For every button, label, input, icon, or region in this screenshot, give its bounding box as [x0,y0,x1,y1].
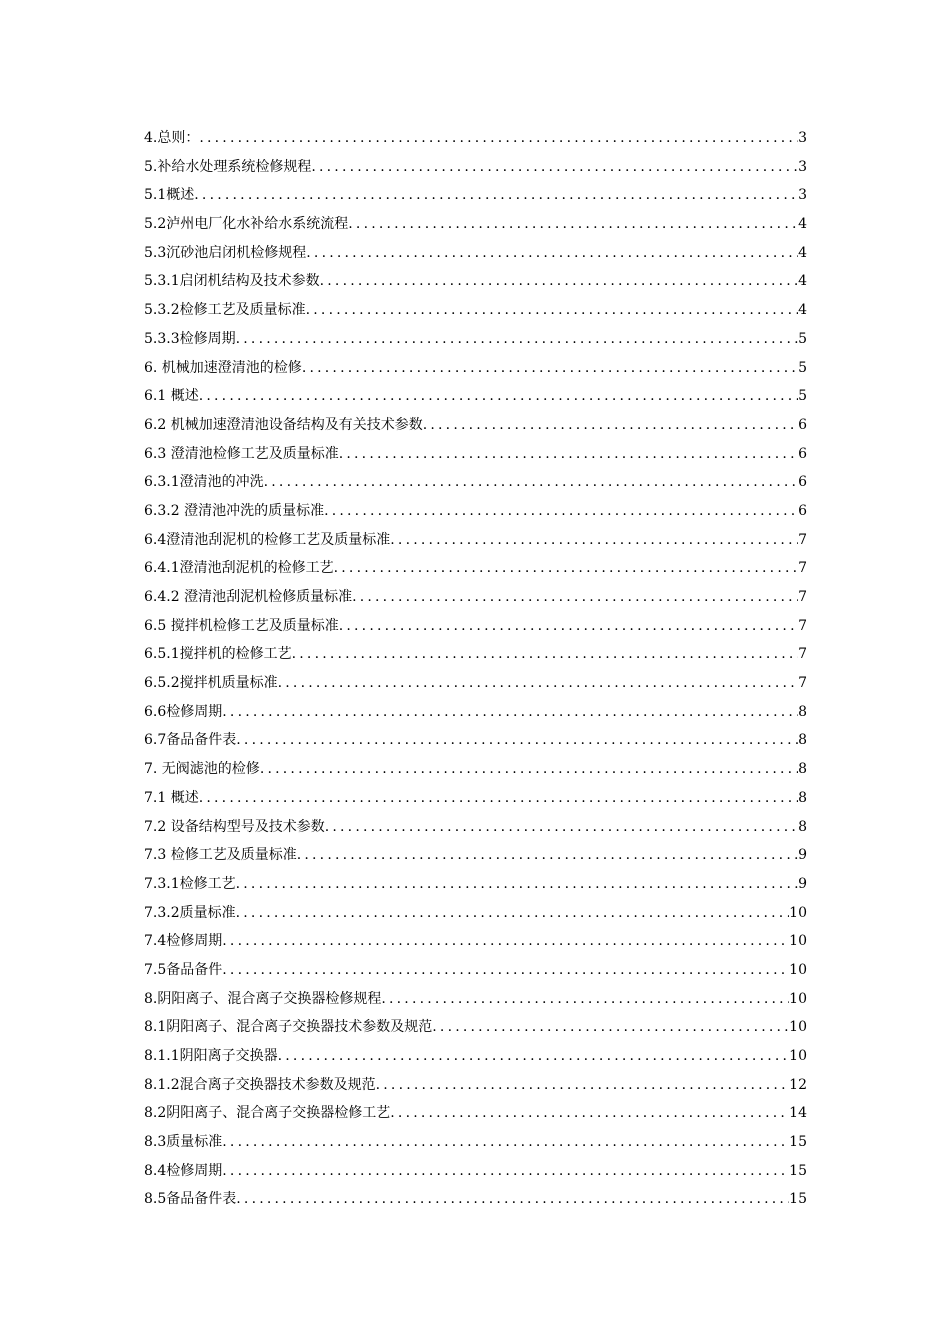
toc-entry[interactable] [144,411,807,440]
toc-entry[interactable] [144,124,807,153]
toc-entry-page-number: 15 [789,1191,807,1208]
toc-entry[interactable] [144,927,807,956]
toc-entry-page-number: 8 [798,732,807,749]
toc-entry-page-number: 6 [798,416,807,433]
toc-leader-dots [222,1128,789,1157]
toc-entry-title: 8.3质量标准 [144,1134,223,1151]
toc-entry[interactable] [144,755,807,784]
toc-entry-page-number: 9 [798,875,807,892]
toc-entry-title: 8.5备品备件表 [144,1191,237,1208]
toc-leader-dots [278,669,798,698]
toc-entry-page-number: 9 [798,847,807,864]
toc-entry-title: 6.2 机械加速澄清池设备结构及有关技术参数 [144,416,423,433]
toc-entry[interactable] [144,956,807,985]
toc-leader-dots [236,1185,789,1214]
toc-entry-title: 7.2 设备结构型号及技术参数 [144,818,325,835]
toc-entry-page-number: 8 [798,761,807,778]
toc-leader-dots [236,726,798,755]
toc-entry[interactable] [144,841,807,870]
toc-entry-title: 8.阴阳离子、混合离子交换器检修规程 [144,990,382,1007]
toc-entry-page-number: 10 [789,961,807,978]
toc-entry-title: 5.3.3检修周期 [144,330,236,347]
toc-entry-title: 7. 无阀滤池的检修 [144,761,260,778]
toc-entry-page-number: 4 [798,216,807,233]
toc-entry[interactable] [144,325,807,354]
toc-entry[interactable] [144,296,807,325]
toc-leader-dots [222,956,789,985]
toc-entry[interactable] [144,583,807,612]
toc-entry-page-number: 10 [789,933,807,950]
toc-entry-title: 7.1 概述 [144,789,199,806]
toc-leader-dots [306,296,798,325]
toc-leader-dots [381,985,789,1014]
toc-leader-dots [236,899,790,928]
toc-entry[interactable] [144,526,807,555]
toc-leader-dots [264,468,798,497]
toc-entry[interactable] [144,181,807,210]
toc-leader-dots [199,382,798,411]
toc-entry-page-number: 6 [798,502,807,519]
toc-entry-page-number: 7 [798,646,807,663]
toc-entry[interactable] [144,1128,807,1157]
toc-entry-page-number: 8 [798,789,807,806]
toc-entry[interactable] [144,899,807,928]
toc-entry-page-number: 15 [789,1134,807,1151]
toc-leader-dots [278,1042,790,1071]
toc-entry-title: 6.1 概述 [144,388,199,405]
toc-entry-title: 5.3沉砂池启闭机检修规程 [144,244,307,261]
toc-entry[interactable] [144,554,807,583]
toc-entry-page-number: 10 [789,990,807,1007]
toc-leader-dots [324,497,798,526]
toc-entry-title: 6.5.1搅拌机的检修工艺 [144,646,292,663]
toc-entry[interactable] [144,153,807,182]
toc-leader-dots [325,813,798,842]
toc-entry-title: 6.5 搅拌机检修工艺及质量标准 [144,617,339,634]
toc-entry[interactable] [144,669,807,698]
toc-leader-dots [236,325,798,354]
toc-entry-title: 6.4.1澄清池刮泥机的检修工艺 [144,560,334,577]
toc-entry[interactable] [144,497,807,526]
toc-leader-dots [260,755,798,784]
toc-entry[interactable] [144,1013,807,1042]
toc-entry-page-number: 15 [789,1162,807,1179]
toc-entry[interactable] [144,210,807,239]
toc-leader-dots [339,612,798,641]
toc-leader-dots [320,267,798,296]
toc-leader-dots [352,583,798,612]
toc-entry[interactable] [144,440,807,469]
toc-entry-title: 5.2泸州电厂化水补给水系统流程 [144,216,349,233]
toc-entry[interactable] [144,784,807,813]
toc-entry[interactable] [144,726,807,755]
toc-entry-title: 7.5备品备件 [144,961,223,978]
toc-leader-dots [334,554,798,583]
table-of-contents [144,124,807,1214]
toc-entry-page-number: 4 [798,273,807,290]
toc-entry-page-number: 7 [798,560,807,577]
toc-entry-title: 5.1概述 [144,187,195,204]
toc-entry-title: 6.7备品备件表 [144,732,237,749]
toc-leader-dots [222,698,798,727]
toc-entry-title: 6.6检修周期 [144,703,223,720]
toc-entry-title: 6.3.1澄清池的冲洗 [144,474,264,491]
toc-entry[interactable] [144,985,807,1014]
toc-entry[interactable] [144,354,807,383]
toc-entry[interactable] [144,239,807,268]
toc-entry-page-number: 8 [798,818,807,835]
toc-leader-dots [390,526,798,555]
toc-entry-title: 6. 机械加速澄清池的检修 [144,359,302,376]
toc-entry-title: 8.1.1阴阳离子交换器 [144,1048,278,1064]
toc-entry-title: 6.3.2 澄清池冲洗的质量标准 [144,502,325,519]
toc-entry-page-number: 5 [798,388,807,405]
toc-entry-title: 7.3 检修工艺及质量标准 [144,847,297,864]
toc-entry-title: 7.3.2质量标准 [144,904,236,921]
toc-entry-title: 5.补给水处理系统检修规程 [144,158,312,175]
toc-leader-dots [199,784,798,813]
toc-entry-page-number: 10 [789,1019,807,1036]
toc-entry[interactable] [144,612,807,641]
toc-entry-page-number: 14 [789,1105,807,1122]
toc-entry-title: 5.3.1启闭机结构及技术参数 [144,273,320,290]
toc-entry-page-number: 10 [789,1048,807,1064]
toc-leader-dots [302,354,798,383]
toc-entry-page-number: 10 [789,904,807,921]
toc-entry[interactable] [144,1071,807,1100]
toc-entry-title: 8.2阴阳离子、混合离子交换器检修工艺 [144,1105,391,1122]
toc-entry-title: 4.总则： [144,130,200,146]
toc-entry[interactable] [144,1042,807,1071]
toc-entry-page-number: 6 [798,474,807,491]
toc-leader-dots [297,841,798,870]
toc-entry[interactable] [144,468,807,497]
toc-entry-page-number: 5 [798,330,807,347]
toc-entry-title: 6.4.2 澄清池刮泥机检修质量标准 [144,589,353,605]
toc-entry[interactable] [144,1099,807,1128]
toc-entry-page-number: 3 [798,187,807,204]
toc-entry-page-number: 6 [798,445,807,462]
toc-entry[interactable] [144,382,807,411]
toc-entry[interactable] [144,1185,807,1214]
toc-entry-page-number: 7 [798,675,807,692]
toc-entry[interactable] [144,813,807,842]
toc-entry-title: 8.1阴阳离子、混合离子交换器技术参数及规范 [144,1019,433,1036]
toc-leader-dots [339,440,798,469]
toc-leader-dots [306,239,798,268]
toc-leader-dots [292,640,798,669]
toc-entry-title: 7.4检修周期 [144,933,223,950]
toc-entry-title: 8.1.2混合离子交换器技术参数及规范 [144,1076,376,1093]
toc-entry-page-number: 4 [798,302,807,319]
toc-entry-page-number: 4 [798,244,807,261]
toc-leader-dots [376,1071,790,1100]
toc-leader-dots [236,870,798,899]
toc-leader-dots [199,124,798,153]
toc-leader-dots [390,1099,789,1128]
toc-entry-page-number: 7 [798,531,807,548]
toc-leader-dots [423,411,798,440]
toc-entry-title: 6.5.2搅拌机质量标准 [144,675,278,692]
toc-entry-page-number: 8 [798,703,807,720]
toc-leader-dots [222,927,789,956]
toc-entry-page-number: 3 [798,158,807,175]
toc-entry[interactable] [144,1157,807,1186]
toc-leader-dots [194,181,798,210]
toc-entry[interactable] [144,267,807,296]
toc-leader-dots [432,1013,789,1042]
toc-leader-dots [311,153,798,182]
toc-entry-title: 7.3.1检修工艺 [144,875,236,892]
toc-leader-dots [222,1157,789,1186]
toc-entry-page-number: 7 [798,617,807,634]
toc-entry[interactable] [144,870,807,899]
toc-entry-title: 6.4澄清池刮泥机的检修工艺及质量标准 [144,531,391,548]
toc-entry[interactable] [144,698,807,727]
toc-entry[interactable] [144,640,807,669]
toc-entry-title: 8.4检修周期 [144,1162,223,1179]
toc-leader-dots [348,210,798,239]
toc-entry-title: 6.3 澄清池检修工艺及质量标准 [144,445,339,462]
toc-entry-page-number: 5 [798,359,807,376]
toc-entry-title: 5.3.2检修工艺及质量标准 [144,302,306,319]
toc-entry-page-number: 3 [798,130,807,146]
toc-entry-page-number: 7 [798,589,807,605]
toc-entry-page-number: 12 [789,1076,807,1093]
